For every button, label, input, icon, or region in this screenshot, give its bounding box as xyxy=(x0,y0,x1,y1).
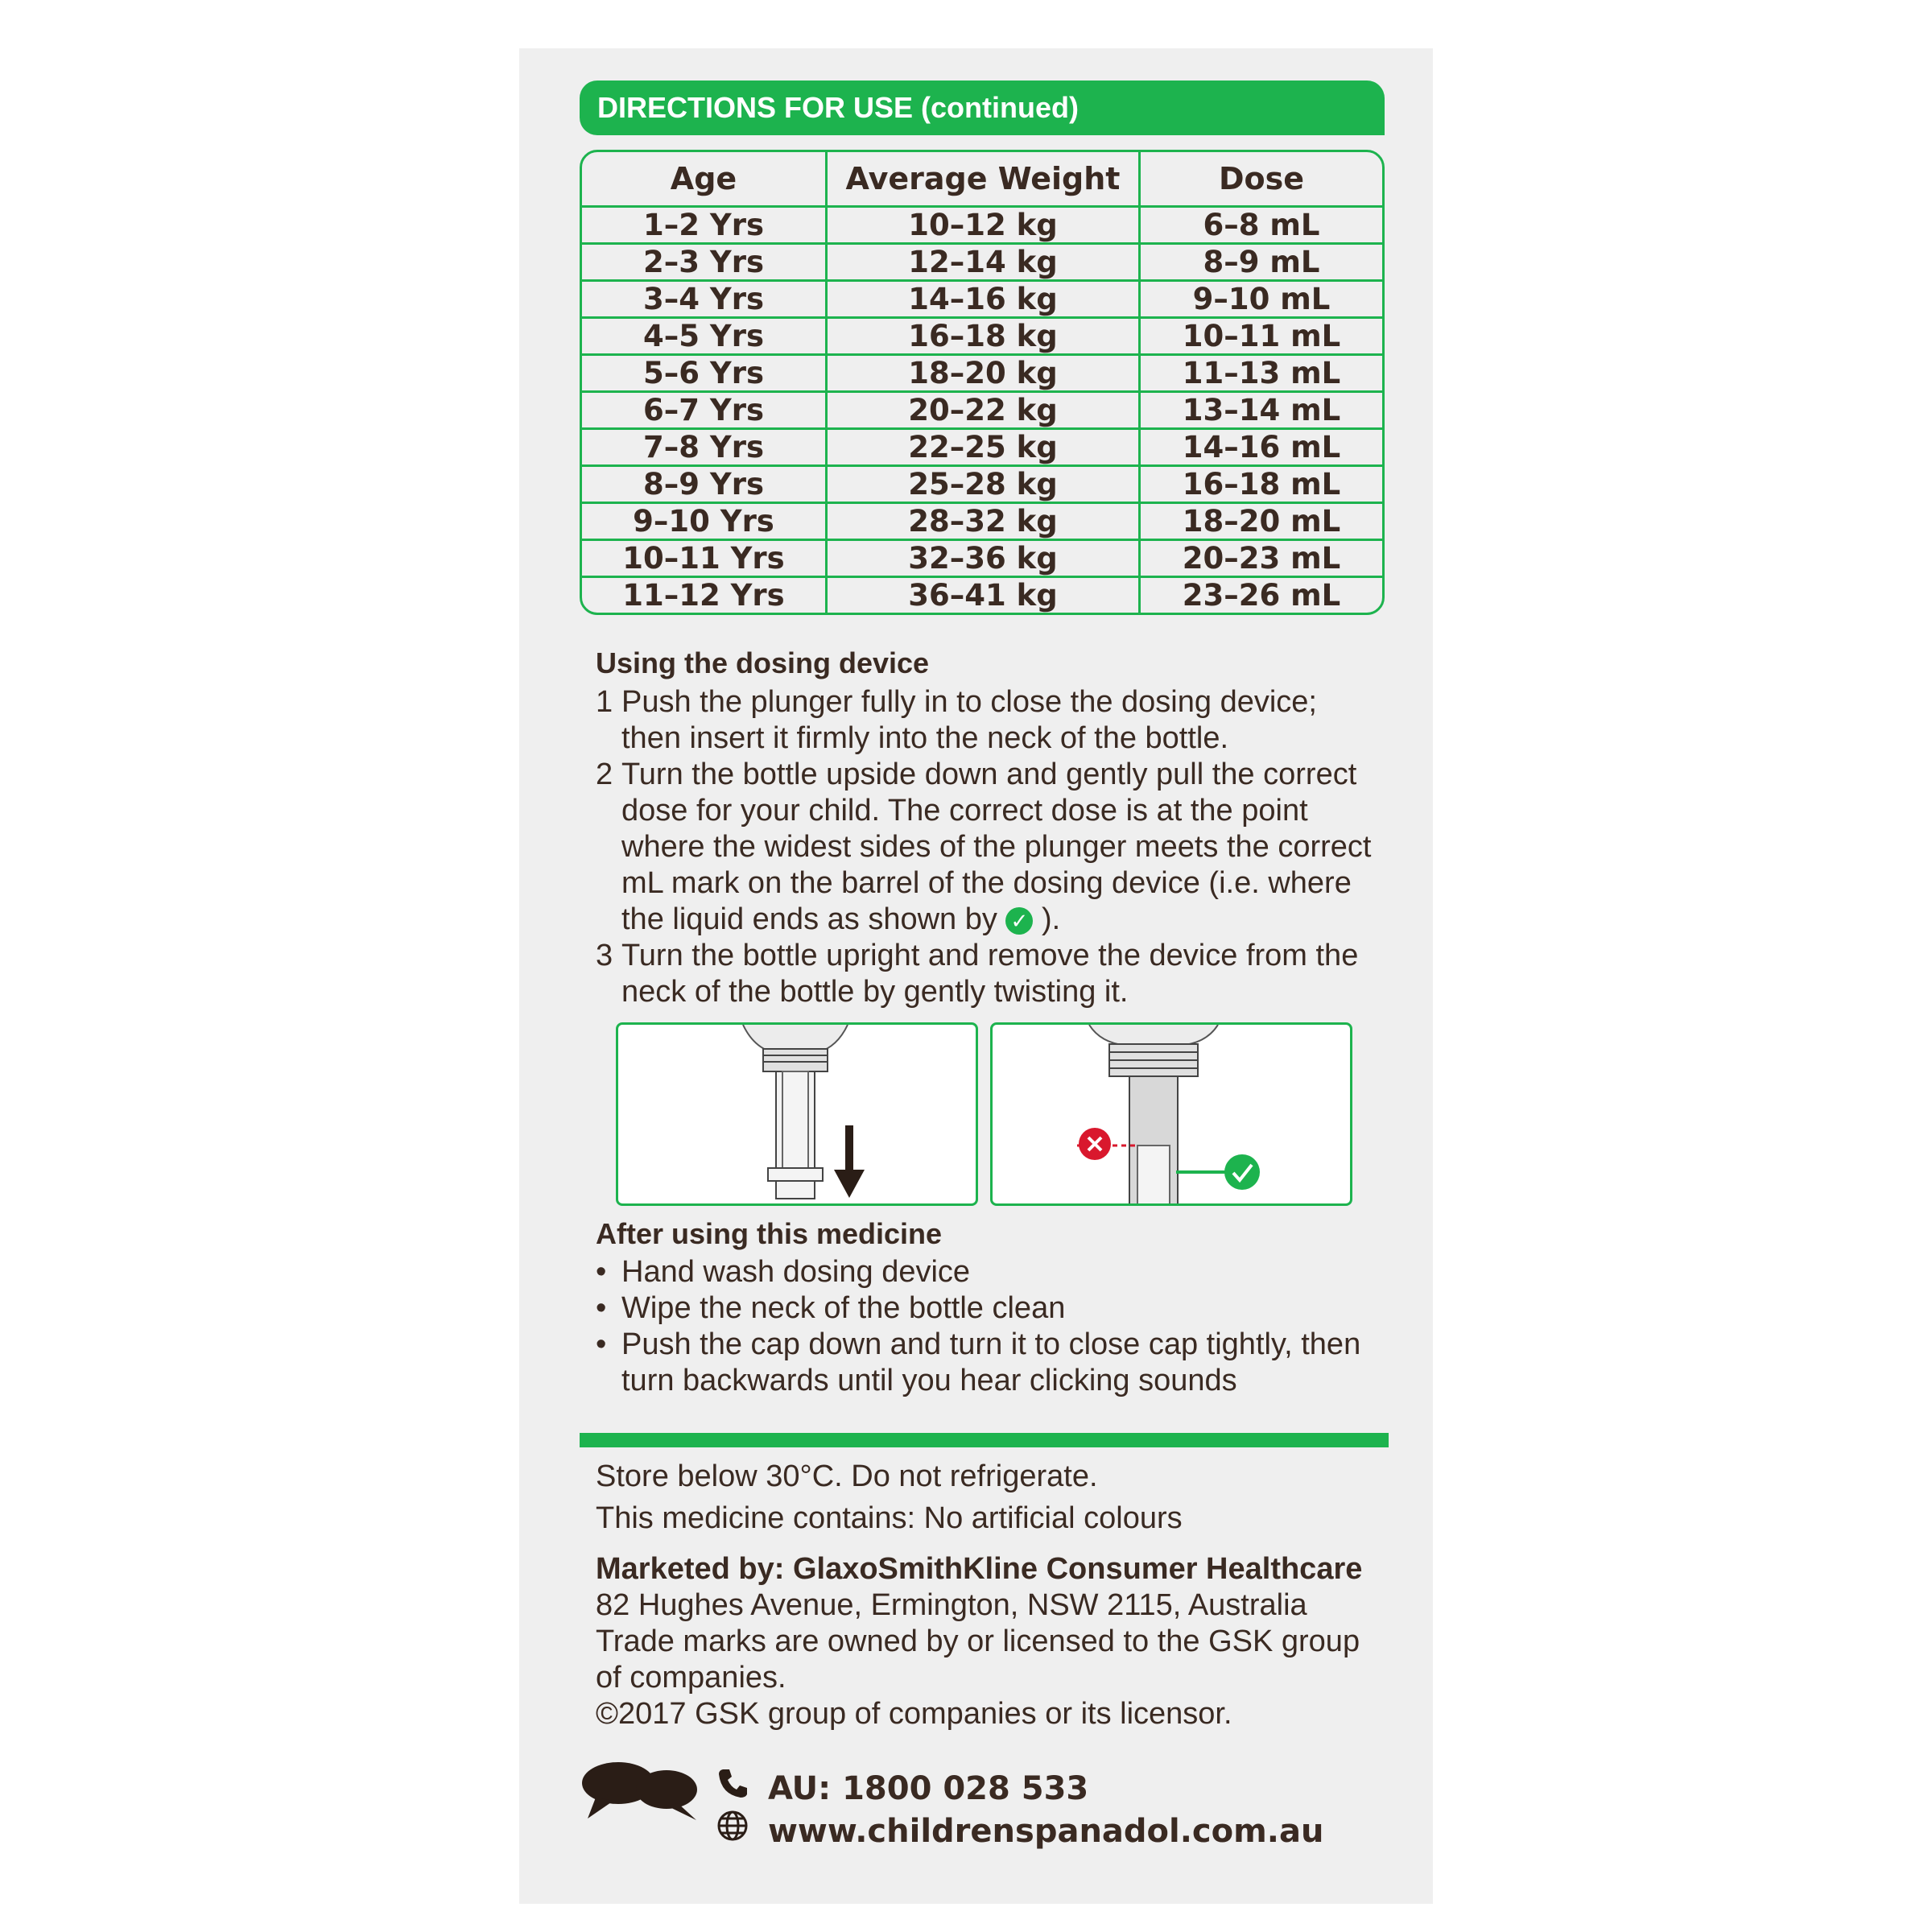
cell-weight: 16–18 kg xyxy=(828,319,1141,356)
step-3 xyxy=(596,938,1385,1010)
after-use-list xyxy=(596,1254,1385,1399)
table-row xyxy=(582,393,1382,430)
dose-mark-illustration xyxy=(990,1022,1352,1206)
table-row xyxy=(582,467,1382,504)
after-use-title: After using this medicine xyxy=(596,1217,943,1250)
speech-bubbles-icon xyxy=(580,1759,700,1823)
cell-weight: 20–22 kg xyxy=(828,393,1141,430)
cell-age: 2–3 Yrs xyxy=(582,245,828,282)
trademark-text: Trade marks are owned by or licensed to the GSK group of companies. xyxy=(596,1624,1360,1695)
table-row xyxy=(582,430,1382,467)
cell-age: 10–11 Yrs xyxy=(582,541,828,578)
cell-dose: 10–11 mL xyxy=(1141,319,1382,356)
table-row xyxy=(582,319,1382,356)
step-text: Push the plunger fully in to close the dosing device; then insert it firmly into the neck of the bottle. xyxy=(621,685,1317,755)
cross-icon xyxy=(1079,1128,1111,1160)
step-number: 2 xyxy=(596,758,613,791)
marketer-title: Marketed by: GlaxoSmithKline Consumer Healthcare xyxy=(596,1552,1363,1586)
cell-age: 9–10 Yrs xyxy=(582,504,828,541)
cell-weight: 36–41 kg xyxy=(828,578,1141,613)
table-row xyxy=(582,245,1382,282)
step-text: Turn the bottle upside down and gently pull the correct dose for your child. The correct dose is at the point where the widest sides of the plunger meets the correct mL mark on the barrel of the dosing device (i.e. where the liquid ends as shown by xyxy=(621,758,1372,936)
cell-weight: 10–12 kg xyxy=(828,208,1141,245)
storage-line: Store below 30°C. Do not refrigerate. xyxy=(596,1459,1098,1493)
phone-row xyxy=(716,1767,1323,1810)
syringe-dose-drawing xyxy=(993,1025,1352,1206)
cell-age: 5–6 Yrs xyxy=(582,356,828,393)
cell-dose: 8–9 mL xyxy=(1141,245,1382,282)
cell-weight: 12–14 kg xyxy=(828,245,1141,282)
list-item: • Push the cap down and turn it to close cap tightly, then turn backwards until you hear clicking sounds xyxy=(596,1327,1361,1397)
cell-weight: 28–32 kg xyxy=(828,504,1141,541)
cell-age: 11–12 Yrs xyxy=(582,578,828,613)
dosing-table-body xyxy=(582,208,1382,613)
phone-number: AU: 1800 028 533 xyxy=(767,1770,1089,1807)
directions-header: DIRECTIONS FOR USE (continued) xyxy=(580,80,1385,135)
list-item: • Wipe the neck of the bottle clean xyxy=(596,1291,1066,1325)
header-dose: Dose xyxy=(1141,152,1382,208)
cell-dose: 20–23 mL xyxy=(1141,541,1382,578)
cell-dose: 14–16 mL xyxy=(1141,430,1382,467)
cell-dose: 9–10 mL xyxy=(1141,282,1382,319)
step-number: 3 xyxy=(596,939,613,972)
cell-dose: 23–26 mL xyxy=(1182,578,1341,613)
dosing-device-title: Using the dosing device xyxy=(596,646,930,679)
cell-weight: 22–25 kg xyxy=(828,430,1141,467)
table-row xyxy=(582,282,1382,319)
colours-line: This medicine contains: No artificial colours xyxy=(596,1501,1183,1535)
table-row xyxy=(582,541,1382,578)
checkmark-icon xyxy=(1224,1154,1260,1190)
cell-weight: 32–36 kg xyxy=(828,541,1141,578)
step-number: 1 xyxy=(596,685,613,719)
down-arrow-icon xyxy=(834,1125,865,1198)
storage-info xyxy=(596,1455,1385,1539)
checkmark-icon: ✓ xyxy=(1005,907,1033,935)
copyright-text: ©2017 GSK group of companies or its licensor. xyxy=(596,1697,1232,1731)
header-age: Age xyxy=(582,152,828,208)
dosing-steps xyxy=(596,684,1385,1010)
insert-device-illustration xyxy=(616,1022,978,1206)
cell-dose: 16–18 mL xyxy=(1141,467,1382,504)
cell-weight: 18–20 kg xyxy=(828,356,1141,393)
table-row xyxy=(582,578,1382,613)
cell-dose: 18–20 mL xyxy=(1141,504,1382,541)
step-text: Turn the bottle upright and remove the device from the neck of the bottle by gently twisting it. xyxy=(621,939,1359,1009)
cell-dose: 6–8 mL xyxy=(1141,208,1382,245)
website-row xyxy=(716,1810,1323,1852)
list-item: • Hand wash dosing device xyxy=(596,1255,971,1289)
cell-age: 3–4 Yrs xyxy=(582,282,828,319)
cell-age: 1–2 Yrs xyxy=(582,208,828,245)
divider xyxy=(580,1433,1389,1447)
dosing-table xyxy=(580,150,1385,615)
syringe-insert-drawing xyxy=(618,1025,978,1206)
table-row xyxy=(582,208,1382,245)
cell-weight: 25–28 kg xyxy=(828,467,1141,504)
step-1 xyxy=(596,684,1385,757)
globe-icon xyxy=(716,1810,757,1852)
cell-dose: 11–13 mL xyxy=(1141,356,1382,393)
phone-icon xyxy=(716,1767,757,1810)
step-text-suffix: ). xyxy=(1041,902,1061,936)
header-weight: Average Weight xyxy=(828,152,1141,208)
cell-age: 4–5 Yrs xyxy=(582,319,828,356)
table-header-row xyxy=(582,152,1382,208)
contact-block xyxy=(716,1767,1323,1852)
cell-age: 6–7 Yrs xyxy=(582,393,828,430)
cell-weight: 14–16 kg xyxy=(828,282,1141,319)
cell-age: 8–9 Yrs xyxy=(582,467,828,504)
table-row xyxy=(582,504,1382,541)
table-row xyxy=(582,356,1382,393)
step-2 xyxy=(596,757,1385,938)
cell-dose: 13–14 mL xyxy=(1141,393,1382,430)
cell-age: 7–8 Yrs xyxy=(582,430,828,467)
marketer-address: 82 Hughes Avenue, Ermington, NSW 2115, Australia xyxy=(596,1588,1307,1622)
website-link[interactable]: www.childrenspanadol.com.au xyxy=(767,1813,1324,1850)
marketer-info xyxy=(596,1551,1385,1732)
